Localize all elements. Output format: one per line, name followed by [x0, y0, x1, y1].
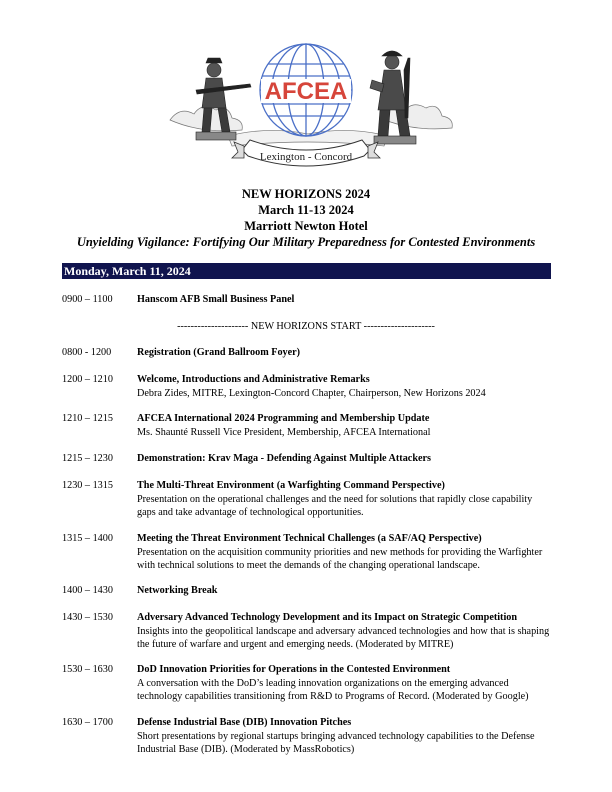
session-time: 1210 – 1215 [62, 413, 113, 424]
session-title: AFCEA International 2024 Programming and Membership Update [137, 413, 430, 424]
session-title: Demonstration: Krav Maga - Defending Against Multiple Attackers [137, 453, 431, 464]
session-title: Adversary Advanced Technology Development and its Impact on Strategic Competition [137, 612, 518, 623]
session-time: 0800 - 1200 [62, 347, 112, 358]
session-title: Networking Break [137, 585, 218, 596]
event-dates: March 11-13 2024 [258, 203, 354, 217]
session-time: 0900 – 1100 [62, 294, 113, 305]
session-title: The Multi-Threat Environment (a Warfighting Command Perspective) [137, 480, 445, 491]
session-time: 1430 – 1530 [62, 612, 113, 623]
session-title: Registration (Grand Ballroom Foyer) [137, 347, 301, 358]
session-title: DoD Innovation Priorities for Operations in the Contested Environment [137, 664, 451, 675]
left-minuteman-icon [196, 58, 251, 140]
start-divider: --------------------- NEW HORIZONS START --------------------- [177, 321, 435, 332]
session-description: Debra Zides, MITRE, Lexington-Concord Chapter, Chairperson, New Horizons 2024 [137, 387, 486, 399]
right-minuteman-icon [370, 51, 416, 144]
logo-artwork [0, 0, 612, 180]
session-description: Ms. Shaunté Russell Vice President, Membership, AFCEA International [137, 426, 431, 438]
session-title: Welcome, Introductions and Administrative Remarks [137, 374, 370, 385]
afcea-chapter-logo [0, 0, 612, 180]
session-title: Hanscom AFB Small Business Panel [137, 294, 295, 305]
session-time: 1200 – 1210 [62, 374, 113, 385]
session-description: Presentation on the operational challenges and the need for solutions that rapidly close capability gaps and take advantage of technological opportunities. [137, 493, 533, 518]
day-header: Monday, March 11, 2024 [62, 263, 551, 279]
session-description: Short presentations by regional startups bringing advanced technology capabilities to the Defense Industrial Base (DIB). (Moderated by MassRobotics) [137, 730, 535, 755]
session-description: Presentation on the acquisition community priorities and new methods for providing the Warfighter with technical solutions to meet the demands of the changing operational landscape. [137, 546, 543, 571]
event-theme: Unyielding Vigilance: Fortifying Our Military Preparedness for Contested Environments [76, 235, 536, 249]
session-time: 1315 – 1400 [62, 533, 113, 544]
session-time: 1530 – 1630 [62, 664, 113, 675]
session-time: 1215 – 1230 [62, 453, 113, 464]
session-title: Meeting the Threat Environment Technical Challenges (a SAF/AQ Perspective) [137, 533, 482, 544]
chapter-banner-text: Lexington - Concord [259, 151, 353, 163]
session-time: 1630 – 1700 [62, 717, 113, 728]
session-time: 1230 – 1315 [62, 480, 113, 491]
event-name: NEW HORIZONS 2024 [241, 187, 371, 201]
session-title: Defense Industrial Base (DIB) Innovation Pitches [137, 717, 352, 728]
afcea-wordmark: AFCEA [264, 78, 348, 105]
session-time: 1400 – 1430 [62, 585, 113, 596]
event-venue: Marriott Newton Hotel [244, 219, 368, 233]
session-description: Insights into the geopolitical landscape and adversary advanced technologies and how that is shaping the future of warfare and urgent and emerging needs. (Moderated by MITRE) [137, 625, 550, 650]
session-description: A conversation with the DoD’s leading innovation organizations on the emerging advanced technology capabilities transitioning from R&D to Programs of Record. (Moderated by Google) [137, 677, 529, 702]
